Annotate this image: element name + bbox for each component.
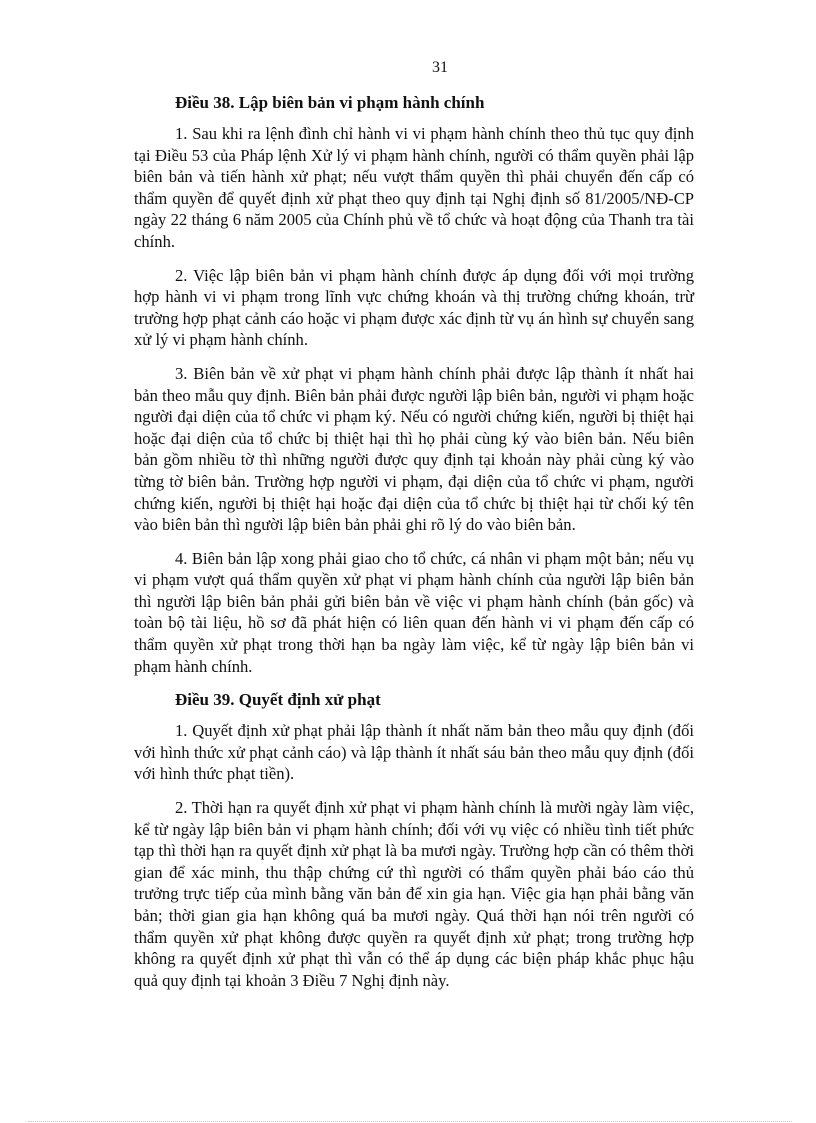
page-bottom-divider: [28, 1121, 792, 1122]
article-39: [134, 689, 694, 991]
page-number: 31: [432, 59, 448, 76]
document-body: [134, 92, 694, 1003]
article-38-clause-2: 2. Việc lập biên bản vi phạm hành chính được áp dụng đối với mọi trường hợp hành vi vi phạm trong lĩnh vực chứng khoán và thị trường chứng khoán, trừ trường hợp phạt cảnh cáo hoặc vi phạm được xác định từ vụ án hình sự chuyển sang xử lý vi phạm hành chính.: [134, 265, 694, 350]
article-39-heading: Điều 39. Quyết định xử phạt: [175, 690, 381, 710]
article-39-clause-2: 2. Thời hạn ra quyết định xử phạt vi phạm hành chính là mười ngày làm việc, kể từ ngày lập biên bản vi phạm hành chính; đối với vụ việc có nhiều tình tiết phức tạp thì thời hạn ra quyết định xử phạt là ba mươi ngày. Trường hợp cần có thêm thời gian để xác minh, thu thập chứng cứ thì người có thẩm quyền phải báo cáo thủ trưởng trực tiếp của mình bằng văn bản để xin gia hạn. Việc gia hạn phải bằng văn bản; thời gian gia hạn không quá ba mươi ngày. Quá thời hạn nói trên người có thẩm quyền xử phạt không được quyền ra quyết định xử phạt; trong trường hợp không ra quyết định xử phạt thì vẫn có thể áp dụng các biện pháp khắc phục hậu quả quy định tại khoản 3 Điều 7 Nghị định này.: [134, 798, 694, 990]
article-38-clause-3: 3. Biên bản về xử phạt vi phạm hành chính phải được lập thành ít nhất hai bản theo mẫu quy định. Biên bản phải được người lập biên bản, người vi phạm hoặc người đại diện của tổ chức vi phạm ký. Nếu có người chứng kiến, người bị thiệt hại hoặc đại diện của tổ chức bị thiệt hại thì họ phải cùng ký vào biên bản. Nếu biên bản gồm nhiều tờ thì những người được quy định tại khoản này phải cùng ký vào từng tờ biên bản. Trường hợp người vi phạm, đại diện của tổ chức vi phạm, người chứng kiến, người bị thiệt hại hoặc đại diện của tổ chức bị thiệt hại từ chối ký tên vào biên bản thì người lập biên bản phải ghi rõ lý do vào biên bản.: [134, 363, 694, 535]
article-38: [134, 92, 694, 677]
article-38-clause-1: 1. Sau khi ra lệnh đình chỉ hành vi vi phạm hành chính theo thủ tục quy định tại Điều 53 của Pháp lệnh Xử lý vi phạm hành chính, người có thẩm quyền phải lập biên bản và tiến hành xử phạt; nếu vượt thẩm quyền thì phải chuyển đến cấp có thẩm quyền để quyết định xử phạt theo quy định tại Nghị định số 81/2005/NĐ-CP ngày 22 tháng 6 năm 2005 của Chính phủ về tổ chức và hoạt động của Thanh tra tài chính.: [134, 124, 694, 251]
article-38-heading: Điều 38. Lập biên bản vi phạm hành chính: [175, 93, 485, 112]
article-39-clause-1: 1. Quyết định xử phạt phải lập thành ít nhất năm bản theo mẫu quy định (đối với hình thức xử phạt cảnh cáo) và lập thành ít nhất sáu bản theo mẫu quy định (đối với hình thức phạt tiền).: [134, 721, 694, 784]
article-38-clause-4: 4. Biên bản lập xong phải giao cho tổ chức, cá nhân vi phạm một bản; nếu vụ vi phạm vượt quá thẩm quyền xử phạt vi phạm hành chính của người lập biên bản thì người lập biên bản phải gửi biên bản về việc vi phạm hành chính (bản gốc) và toàn bộ tài liệu, hồ sơ đã phát hiện có liên quan đến hành vi vi phạm đến cấp có thẩm quyền xử phạt trong thời hạn ba ngày làm việc, kể từ ngày lập biên bản vi phạm hành chính.: [134, 548, 694, 676]
